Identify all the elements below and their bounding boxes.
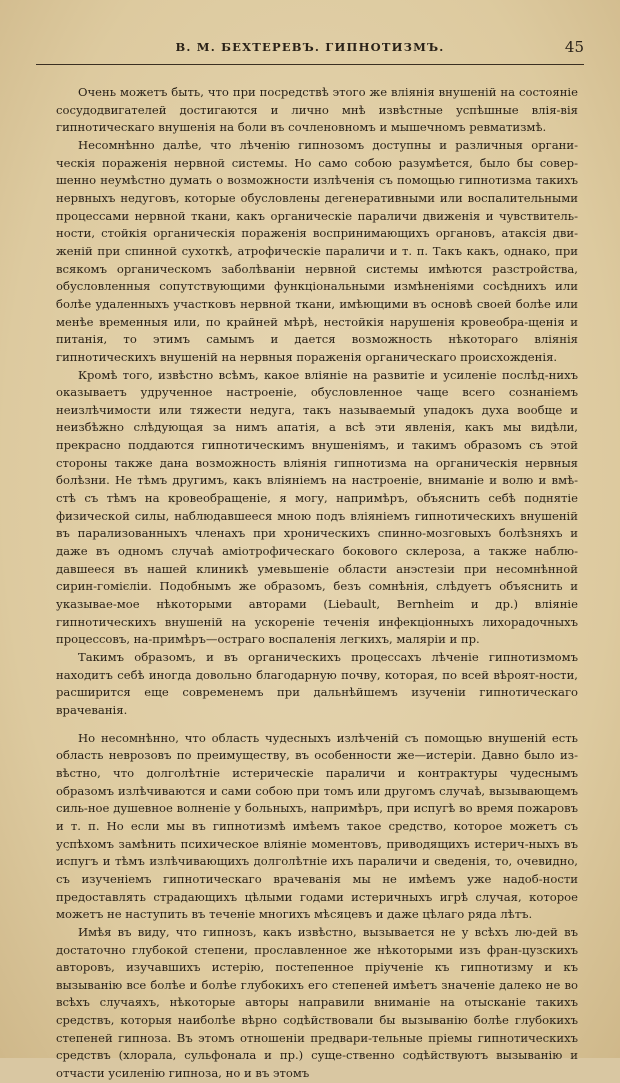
paragraph: Но несомнѣнно, что область чудесныхъ излѣченій съ помощью внушеній есть область неврозовъ по преимуществу, въ особенности же—истеріи. Давно было из-вѣстно, что долголѣтніе истерическіе параличи и контрактуры чудеснымъ образомъ излѣчиваются и сами собою при томъ или другомъ случаѣ, вызывающемъ силь-ное душевное волненіе у больныхъ, напримѣръ, при испугѣ во время пожаровъ и т. п. Но если мы въ гипнотизмѣ имѣемъ такое средство, которое можетъ съ успѣхомъ замѣнить психическое вліяніе моментовъ, приводящихъ истерич-ныхъ въ испугъ и тѣмъ излѣчивающихъ долголѣтніе ихъ параличи и сведенія, то, очевидно, съ изученіемъ гипнотическаго врачеванія мы не имѣемъ уже надоб-ности предоставлять страдающихъ цѣлыми годами истеричныхъ игрѣ случая, которое можетъ не наступить въ теченіе многихъ мѣсяцевъ и даже цѣлаго ряда лѣтъ. xyxy=(56,730,578,922)
paragraph: Несомнѣнно далѣе, что лѣченію гипнозомъ доступны и различныя органи-ческія пораженія нервной системы. Но само собою разумѣется, было бы совер-шенно неумѣстно думать о возможности излѣченія съ помощью гипнотизма такихъ нервныхъ недуговъ, которые обусловлены дегенеративными или воспалительными процессами нервной ткани, какъ органическіе параличи движенія и чувствитель-ности, стойкія органическія пораженія воспринимающихъ органовъ, атаксія дви-женій при спинной сухоткѣ, атрофическіе параличи и т. п. Такъ какъ, однако, при всякомъ органическомъ заболѣваніи нервной системы имѣются разстройства, обусловленныя сопутствующими функціональными измѣненіями сосѣднихъ или болѣе удаленныхъ участковъ нервной ткани, имѣющими въ основѣ своей болѣе или менѣе временныя или, по крайней мѣрѣ, нестойкія нарушенія кровеобра-щенія и питанія, то этимъ самымъ и дается возможность нѣкотораго вліянія гипнотическихъ внушеній на нервныя пораженія органическаго происхожденія. xyxy=(56,137,578,364)
paragraph: Такимъ образомъ, и въ органическихъ процессахъ лѣченіе гипнотизмомъ находитъ себѣ иногда довольно благодарную почву, которая, по всей вѣроят-ности, расширится еще современемъ при дальнѣйшемъ изученіи гипнотическаго врачеванія. xyxy=(56,650,578,717)
running-head: В. М. БЕХТЕРЕВЪ. ГИПНОТИЗМЪ. xyxy=(175,40,445,54)
page-header xyxy=(36,38,584,65)
body-text xyxy=(56,84,578,1081)
page-number: 45 xyxy=(564,38,584,56)
paragraph: Кромѣ того, извѣстно всѣмъ, какое вліяніе на развитіе и усиленіе послѣд-нихъ оказываетъ удрученное настроеніе, обусловленное чаще всего сознаніемъ неизлѣчимости или тяжести недуга, такъ называемый упадокъ духа вообще и неизбѣжно слѣдующая за нимъ апатія, а всѣ эти явленія, какъ мы видѣли, прекрасно поддаются гипнотическимъ внушеніямъ, и такимъ образомъ съ этой стороны также дана возможность вліянія гипнотизма на органическія нервныя болѣзни. Не тѣмъ другимъ, какъ вліяніемъ на настроеніе, вниманіе и волю и вмѣ-стѣ съ тѣмъ на кровеобращеніе, я могу, напримѣръ, объяснить себѣ поднятіе физической силы, наблюдавшееся мною подъ вліяніемъ гипнотическихъ внушеній въ парализованныхъ членахъ при хроническихъ спинно-мозговыхъ болѣзняхъ и даже въ одномъ случаѣ аміотрофическаго бокового склероза, а также наблю-давшееся въ нашей клиникѣ умевьшеніе области анэстезіи при несомнѣнной сирин-гомієліи. Подобнымъ же образомъ, безъ сомнѣнія, слѣдуетъ объяснить и указывае-мое нѣкоторыми авторами (Liebault, Bernheim и др.) вліяніе гипнотическихъ внушеній на ускореніе теченія инфекціонныхъ лихорадочныхъ процессовъ, на-примѣръ—остраго воспаленія легкихъ, маляріи и пр. xyxy=(56,367,578,647)
paragraph: Очень можетъ быть, что при посредствѣ этого же вліянія внушеній на состояніе сосудодвигателей достигаются и лично мнѣ извѣстные успѣшные влія-вія гипнотическаго внушенія на боли въ сочленовномъ и мышечномъ ревматизмѣ. xyxy=(56,85,578,135)
paragraph: Имѣя въ виду, что гипнозъ, какъ извѣстно, вызывается не у всѣхъ лю-дей въ достаточно глубокой степени, прославленное же нѣкоторыми изъ фран-цузскихъ авторовъ, изучавшихъ истерію, постепенное пріученіе къ гипнотизму и къ вызыванію все болѣе и болѣе глубокихъ его степеней имѣетъ значеніе далеко не во всѣхъ случаяхъ, нѣкоторые авторы направили вниманіе на отысканіе такихъ средствъ, которыя наиболѣе вѣрно содѣйствовали бы вызыванію болѣе глубокихъ степеней гипноза. Въ этомъ отношеніи предвари-тельные пріемы гипнотическихъ средствъ (хлорала, сульфонала и пр.) суще-ственно содѣйствуютъ вызыванію и отчасти усиленію гипноза, но и въ этомъ xyxy=(56,924,578,1081)
